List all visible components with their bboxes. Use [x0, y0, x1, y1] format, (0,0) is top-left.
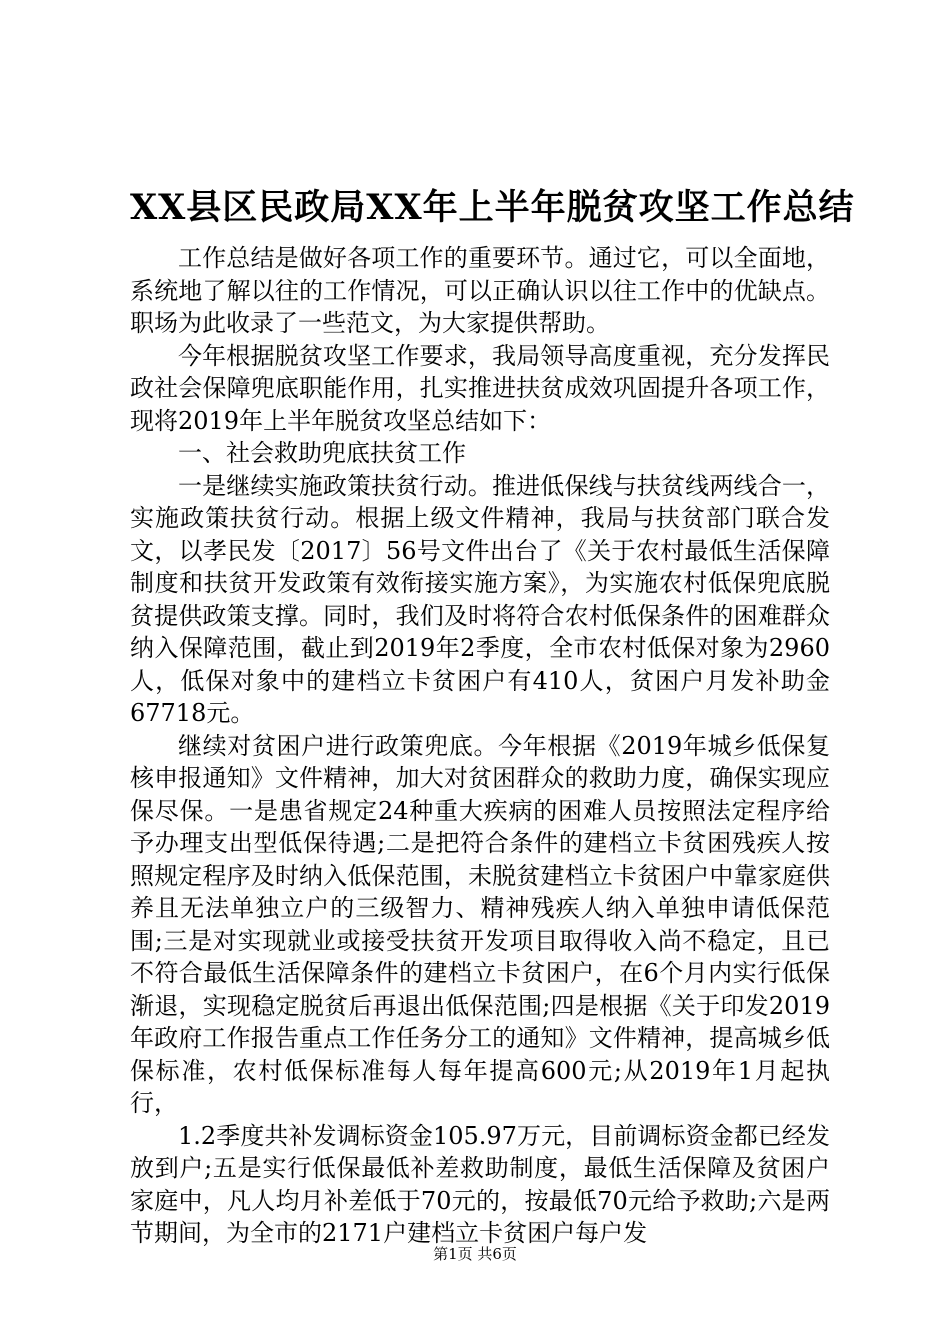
document-page — [130, 180, 855, 1250]
section-heading: 一、社会救助兜底扶贫工作 — [178, 439, 466, 467]
document-title: XX县区民政局XX年上半年脱贫攻坚工作总结 — [130, 187, 855, 228]
paragraph-intro: 工作总结是做好各项工作的重要环节。通过它，可以全面地，系统地了解以往的工作情况，可以正确认识以往工作中的优缺点。职场为此收录了一些范文，为大家提供帮助。 — [130, 244, 830, 337]
paragraph-policy-backstop: 继续对贫困户进行政策兜底。今年根据《2019年城乡低保复核申报通知》文件精神，加大对贫困群众的救助力度，确保实现应保尽保。一是患省规定24种重大疾病的困难人员按照法定程序给予办理支出型低保待遇;二是把符合条件的建档立卡贫困残疾人按照规定程序及时纳入低保范围，未脱贫建档立卡贫困户中靠家庭供养且无法单独立户的三级智力、精神残疾人纳入单独申请低保范围;三是对实现就业或接受扶贫开发项目取得收入尚不稳定，且已不符合最低生活保障条件的建档立卡贫困户，在6个月内实行低保渐退，实现稳定脱贫后再退出低保范围;四是根据《关于印发2019年政府工作报告重点工作任务分工的通知》文件精神，提高城乡低保标准，农村低保标准每人每年提高600元;从2019年1月起执行， — [130, 731, 830, 1117]
page-footer: 第1页 共6页 — [433, 1245, 517, 1263]
paragraph-overview: 今年根据脱贫攻坚工作要求，我局领导高度重视，充分发挥民政社会保障兜底职能作用，扎实推进扶贫成效巩固提升各项工作，现将2019年上半年脱贫攻坚总结如下： — [130, 341, 830, 435]
paragraph-policy-action: 一是继续实施政策扶贫行动。推进低保线与扶贫线两线合一，实施政策扶贫行动。根据上级文件精神，我局与扶贫部门联合发文，以孝民发〔2017〕56号文件出台了《关于农村最低生活保障制度和扶贫开发政策有效衔接实施方案》，为实施农村低保兜底脱贫提供政策支撑。同时，我们及时将符合农村低保条件的困难群众纳入保障范围，截止到2019年2季度，全市农村低保对象为2960人，低保对象中的建档立卡贫困户有410人，贫困户月发补助金67718元。 — [130, 471, 830, 727]
paragraph-subsidy: 1.2季度共补发调标资金105.97万元，目前调标资金都已经发放到户;五是实行低保最低补差救助制度，最低生活保障及贫困户家庭中，凡人均月补差低于70元的，按最低70元给予救助;六是两节期间，为全市的2171户建档立卡贫困户每户发 — [130, 1121, 830, 1247]
